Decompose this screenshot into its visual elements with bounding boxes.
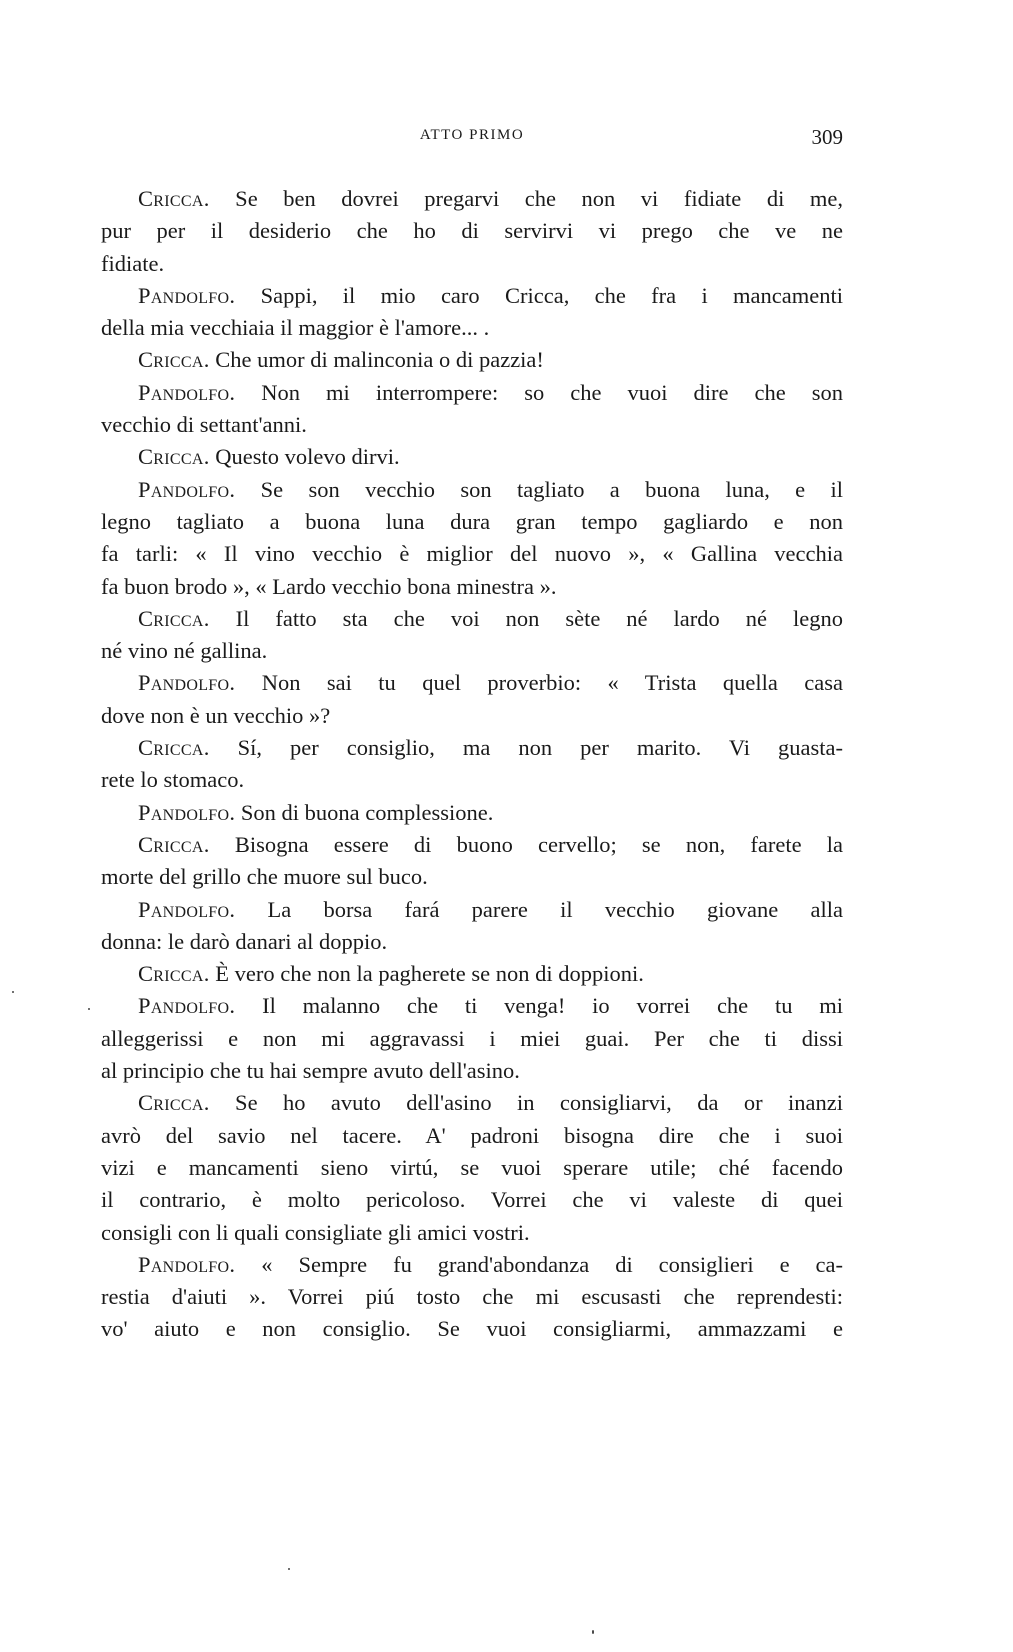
line-text: Se ben dovrei pregarvi che non vi fidiate di me, <box>209 186 843 211</box>
dialogue-line <box>101 571 843 603</box>
dialogue-line-cricca <box>101 441 843 473</box>
line-text: vizi e mancamenti sieno virtú, se vuoi sperare utile; ché facendo <box>101 1154 843 1180</box>
speaker-name: Cricca. <box>138 961 210 987</box>
dialogue-line <box>101 538 843 570</box>
line-text: morte del grillo che muore sul buco. <box>101 864 428 890</box>
dialogue-line-cricca <box>101 1087 843 1119</box>
speaker-name: Cricca. <box>138 347 210 373</box>
line-text: dove non è un vecchio »? <box>101 702 331 728</box>
dialogue-line-cricca <box>101 829 843 861</box>
speaker-name: Pandolfo. <box>138 896 236 922</box>
speaker-name: Cricca. <box>138 735 210 761</box>
line-text: Bisogna essere di buono cervello; se non, farete la <box>209 831 843 857</box>
speaker-name: Pandolfo. <box>138 799 236 825</box>
dialogue-line <box>101 764 843 796</box>
line-text: al principio che tu hai sempre avuto dell'asino. <box>101 1058 520 1084</box>
scan-speck <box>88 1008 90 1010</box>
line-text: consigli con li quali consigliate gli amici vostri. <box>101 1219 530 1245</box>
line-text: Non mi interrompere: so che vuoi dire che son <box>235 379 843 405</box>
line-text: avrò del savio nel tacere. A' padroni bisogna dire che i suoi <box>101 1122 843 1148</box>
line-text: Sí, per consiglio, ma non per marito. Vi guasta- <box>209 735 843 761</box>
line-text: È vero che non la pagherete se non di doppioni. <box>209 961 644 987</box>
dialogue-line-cricca <box>101 958 843 990</box>
dialogue-line <box>101 1055 843 1087</box>
line-text: rete lo stomaco. <box>101 767 245 793</box>
speaker-name: Pandolfo. <box>138 993 236 1019</box>
line-text: Che umor di malinconia o di pazzia! <box>209 347 544 373</box>
dialogue-line <box>101 1217 843 1249</box>
dialogue-line-cricca <box>101 183 843 215</box>
line-text: donna: le darò danari al doppio. <box>101 928 388 954</box>
line-text: legno tagliato a buona luna dura gran tempo gagliardo e non <box>101 508 843 534</box>
dialogue-line <box>101 926 843 958</box>
line-text: né vino né gallina. <box>101 638 268 664</box>
speaker-name: Cricca. <box>138 444 210 470</box>
dialogue-line <box>101 700 843 732</box>
speaker-name: Pandolfo. <box>138 282 236 308</box>
dialogue-line-pandolfo <box>101 1249 843 1281</box>
page-number: 309 <box>811 125 843 149</box>
line-text: fa buon brodo », « Lardo vecchio bona minestra ». <box>101 573 557 599</box>
line-text: fidiate. <box>101 250 165 276</box>
speaker-name: Pandolfo. <box>138 670 236 696</box>
line-text: Se ho avuto dell'asino in consigliarvi, da or inanzi <box>209 1090 843 1116</box>
line-text: Il fatto sta che voi non sète né lardo né legno <box>209 605 843 631</box>
line-text: Son di buona complessione. <box>235 799 494 825</box>
dialogue-line-pandolfo <box>101 797 843 829</box>
line-text: « Sempre fu grand'abondanza di consiglieri e ca- <box>235 1251 843 1277</box>
line-text: vo' aiuto e non consiglio. Se vuoi consigliarmi, ammazzami e <box>101 1316 843 1342</box>
dialogue-line <box>101 861 843 893</box>
line-text: Non sai tu quel proverbio: « Trista quella casa <box>235 670 843 696</box>
speaker-name: Cricca. <box>138 605 210 631</box>
line-text: il contrario, è molto pericoloso. Vorrei che vi valeste di quei <box>101 1187 843 1213</box>
scan-speck <box>288 1568 290 1570</box>
line-text: restia d'aiuti ». Vorrei piú tosto che mi escusasti che reprendesti: <box>101 1284 843 1310</box>
dialogue-line <box>101 1313 843 1345</box>
dialogue-line <box>101 1184 843 1216</box>
line-text: Questo volevo dirvi. <box>209 444 400 470</box>
dialogue-line <box>101 1281 843 1313</box>
line-text: Sappi, il mio caro Cricca, che fra i mancamenti <box>235 282 843 308</box>
speaker-name: Cricca. <box>138 1090 210 1116</box>
dialogue-line-cricca <box>101 732 843 764</box>
line-text: vecchio di settant'anni. <box>101 412 307 438</box>
line-text: Il malanno che ti venga! io vorrei che tu mi <box>235 993 843 1019</box>
dialogue-line <box>101 215 843 247</box>
dialogue-line-pandolfo <box>101 990 843 1022</box>
speaker-name: Pandolfo. <box>138 1251 236 1277</box>
dialogue-line-pandolfo <box>101 377 843 409</box>
dialogue-line <box>101 409 843 441</box>
dialogue-line-cricca <box>101 344 843 376</box>
dialogue-line-cricca <box>101 603 843 635</box>
dialogue-line <box>101 506 843 538</box>
running-title: ATTO PRIMO <box>419 127 525 143</box>
speaker-name: Cricca. <box>138 186 210 211</box>
scan-speck <box>12 991 14 993</box>
dialogue-line <box>101 635 843 667</box>
dialogue-line <box>101 312 843 344</box>
dialogue-line-pandolfo <box>101 474 843 506</box>
page-header <box>101 127 843 151</box>
dialogue-line <box>101 1120 843 1152</box>
line-text: Se son vecchio son tagliato a buona luna, e il <box>235 476 843 502</box>
dialogue-line <box>101 248 843 280</box>
dialogue-line-pandolfo <box>101 280 843 312</box>
dialogue-line <box>101 1152 843 1184</box>
speaker-name: Pandolfo. <box>138 379 236 405</box>
line-text: fa tarli: « Il vino vecchio è miglior del nuovo », « Gallina vecchia <box>101 541 843 567</box>
line-text: della mia vecchiaia il maggior è l'amore... . <box>101 315 490 341</box>
dialogue-line <box>101 1023 843 1055</box>
line-text: La borsa fará parere il vecchio giovane alla <box>235 896 843 922</box>
speaker-name: Cricca. <box>138 831 210 857</box>
line-text: alleggerissi e non mi aggravassi i miei guai. Per che ti dissi <box>101 1025 843 1051</box>
body-text <box>101 183 843 1346</box>
line-text: pur per il desiderio che ho di servirvi vi prego che ve ne <box>101 218 843 244</box>
dialogue-line-pandolfo <box>101 667 843 699</box>
scan-speck <box>592 1630 594 1634</box>
speaker-name: Pandolfo. <box>138 476 236 502</box>
dialogue-line-pandolfo <box>101 894 843 926</box>
